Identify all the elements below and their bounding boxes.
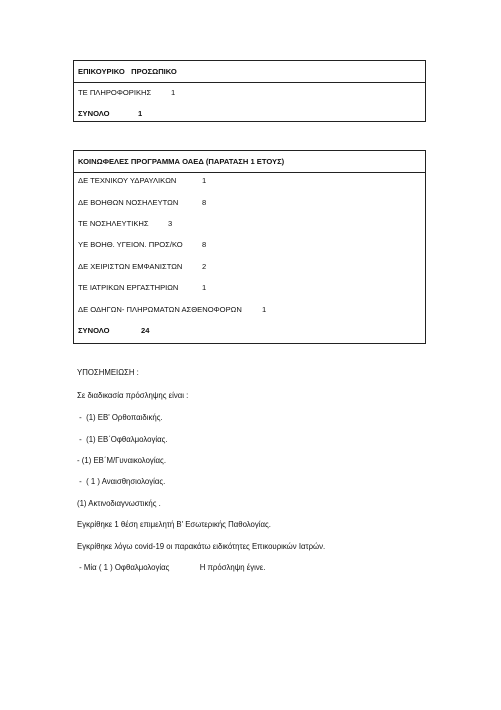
row-value: 1 xyxy=(171,88,176,97)
row-value: 1 xyxy=(202,283,207,292)
table-row xyxy=(78,88,176,97)
row-label: ΔΕ ΧΕΙΡΙΣΤΩΝ ΕΜΦΑΝΙΣΤΩΝ xyxy=(78,262,183,271)
note-line: - (1) ΕΒ΄Οφθαλμολογίας. xyxy=(77,435,168,444)
table-row xyxy=(78,262,207,271)
row-value: 8 xyxy=(202,198,207,207)
row-label: ΤΕ ΙΑΤΡΙΚΩΝ ΕΡΓΑΣΤΗΡΙΩΝ xyxy=(78,283,179,292)
oaed-program-table xyxy=(73,150,426,344)
note-line: - ( 1 ) Αναισθησιολογίας. xyxy=(77,477,166,486)
row-value: 1 xyxy=(202,176,207,185)
row-value: 1 xyxy=(262,305,267,314)
table-row xyxy=(78,219,173,228)
total-row xyxy=(78,326,150,335)
oaed-header: ΚΟΙΝΩΦΕΛΕΣ ΠΡΟΓΡΑΜΜΑ ΟΑΕΔ (ΠΑΡΑΤΑΣΗ 1 ΕΤΟΥΣ) xyxy=(74,151,425,173)
row-value: 2 xyxy=(202,262,207,271)
row-value: 3 xyxy=(168,219,173,228)
total-label: ΣΥΝΟΛΟ xyxy=(78,326,110,335)
table-row xyxy=(78,305,267,314)
note-line: - (1) ΕΒ΄Μ/Γυναικολογίας. xyxy=(77,456,166,465)
row-value: 8 xyxy=(202,240,207,249)
table-row xyxy=(78,240,207,249)
total-value: 24 xyxy=(141,326,150,335)
row-label: ΥΕ ΒΟΗΘ. ΥΓΕΙΟΝ. ΠΡΟΣ/ΚΟ xyxy=(78,240,183,249)
note-line: - (1) ΕΒ' Ορθοπαιδικής. xyxy=(77,413,163,422)
note-line: Σε διαδικασία πρόσληψης είναι : xyxy=(77,391,189,400)
table-row xyxy=(78,176,207,185)
total-row xyxy=(78,109,143,118)
row-label: ΤΕ ΝΟΣΗΛΕΥΤΙΚΗΣ xyxy=(78,219,149,228)
note-heading: ΥΠΟΣΗΜΕΙΩΣΗ : xyxy=(77,368,139,377)
table-row xyxy=(78,283,207,292)
table-row xyxy=(78,198,207,207)
note-line: (1) Ακτινοδιαγνωστικής . xyxy=(77,499,161,508)
note-line: Εγκρίθηκε λόγω covid-19 οι παρακάτω ειδικότητες Επικουρικών Ιατρών. xyxy=(77,542,326,551)
row-label: ΤΕ ΠΛΗΡΟΦΟΡΙΚΗΣ xyxy=(78,88,152,97)
note-line: - Μία ( 1 ) Οφθαλμολογίας Η πρόσληψη έγινε. xyxy=(77,563,266,572)
epikouriko-header: ΕΠΙΚΟΥΡΙΚΟ ΠΡΟΣΩΠΙΚΟ xyxy=(74,61,425,83)
row-label: ΔΕ ΒΟΗΘΩΝ ΝΟΣΗΛΕΥΤΩΝ xyxy=(78,198,179,207)
epikouriko-table xyxy=(73,60,426,122)
total-value: 1 xyxy=(138,109,143,118)
row-label: ΔΕ ΟΔΗΓΩΝ- ΠΛΗΡΩΜΑΤΩΝ ΑΣΘΕΝΟΦΟΡΩΝ xyxy=(78,305,242,314)
note-line: Εγκρίθηκε 1 θέση επιμελητή Β' Εσωτερικής Παθολογίας. xyxy=(77,520,271,529)
row-label: ΔΕ ΤΕΧΝΙΚΟΥ ΥΔΡΑΥΛΙΚΩΝ xyxy=(78,176,177,185)
total-label: ΣΥΝΟΛΟ xyxy=(78,109,110,118)
